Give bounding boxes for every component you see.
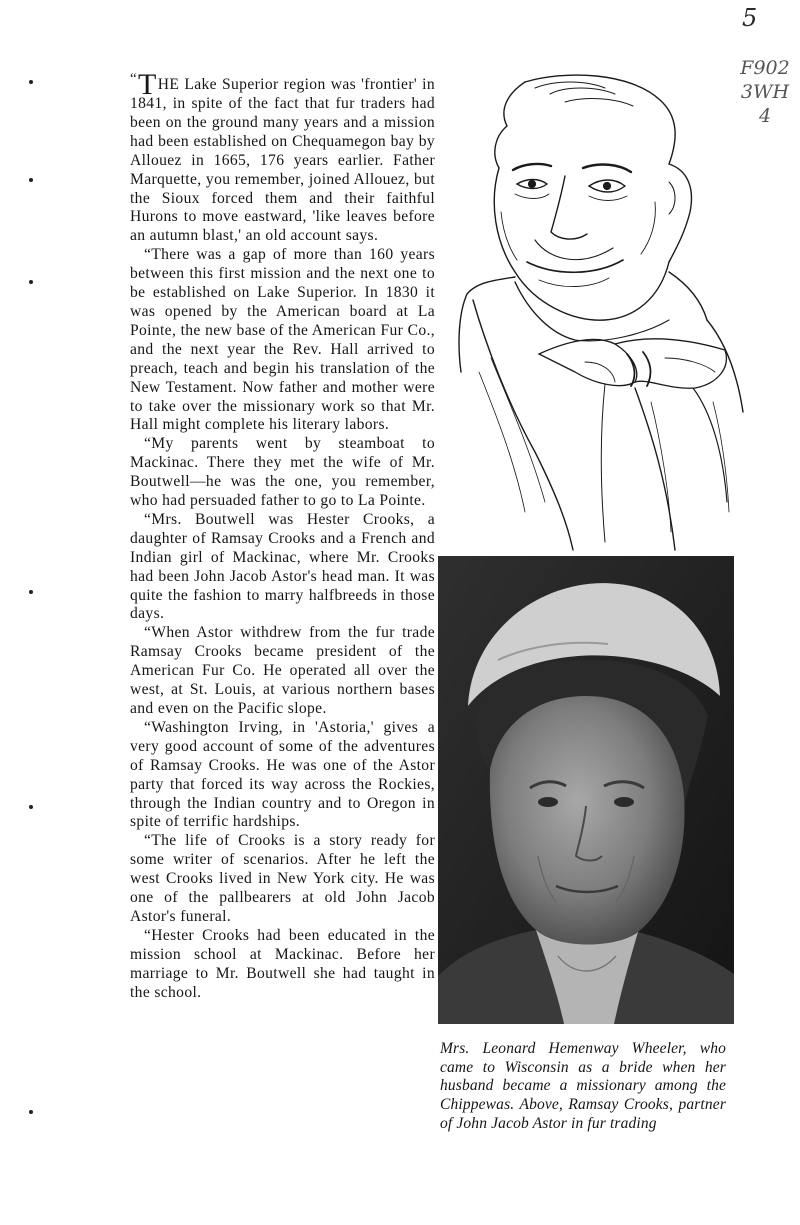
article-paragraph-4: “Mrs. Boutwell was Hester Crooks, a daughter of Ramsay Crooks and a French and Indian girl of Mackinac, where Mr. Crooks had been John Jacob Astor's head man. It was quite the fashion to marry halfbreeds in those days. [130, 510, 435, 623]
margin-dot [29, 280, 33, 284]
margin-dot [29, 590, 33, 594]
catalog-mark-line-2: 3WH [740, 81, 790, 103]
article-paragraph-7: “The life of Crooks is a story ready for some writer of scenarios. After he left the west Crooks lived in New York city. He was one of the pallbearers at old John Jacob Astor's funeral. [130, 832, 435, 925]
article-paragraph-6: “Washington Irving, in 'Astoria,' gives a very good account of some of the adventures of Ramsay Crooks. He was one of the Astor party that forced its way across the Rockies, through the Indian country and to Oregon in spite of terrific hardships. [130, 718, 435, 831]
article-body [130, 70, 435, 1003]
paragraph-text: HE Lake Superior region was 'frontier' in 1841, in spite of the fact that fur traders had been on the ground many years and a mission had been established on Chequamegon bay by Allouez in 1665, 176 years earlier. Father Marquette, you remember, joined Allouez, but the Sioux forced them and their faithful Hurons to move eastward, 'like leaves before an autumn blast,' an old account says. [130, 76, 435, 245]
margin-dot [29, 178, 33, 182]
margin-dot [29, 805, 33, 809]
article-paragraph-2: “There was a gap of more than 160 years between this first mission and the next one to be established on Lake Superior. In 1830 it was opened by the American board at La Pointe, the new base of the American Fur Co., and the next year the Rev. Hall arrived to preach, teach and begin his translation of the New Testament. Now father and mother were to take over the missionary work so that Mr. Hall might complete his literary labors. [130, 246, 435, 434]
drop-cap: T [138, 68, 157, 101]
margin-dot [29, 80, 33, 84]
article-paragraph-3: “My parents went by steamboat to Mackinac. There they met the wife of Mr. Boutwell—he was the one, you remember, who had persuaded father to go to La Pointe. [130, 435, 435, 510]
catalog-mark-line-3: 4 [758, 105, 772, 127]
catalog-mark-line-1: F902 [740, 57, 790, 79]
article-paragraph-1 [130, 70, 435, 246]
open-quote: “ [130, 71, 138, 87]
article-paragraph-8: “Hester Crooks had been educated in the mission school at Mackinac. Before her marriage to Mr. Boutwell she had taught in the school. [130, 926, 435, 1001]
ramsay-crooks-drawing [455, 72, 745, 552]
margin-dot [29, 1110, 33, 1114]
article-paragraph-5: “When Astor withdrew from the fur trade Ramsay Crooks became president of the American Fur Co. He operated all over the west, at St. Louis, at various northern bases and even on the Pacific slope. [130, 624, 435, 717]
photo-caption: Mrs. Leonard Hemenway Wheeler, who came to Wisconsin as a bride when her husband became a missionary among the Chippewas. Above, Ramsay Crooks, partner of John Jacob Astor in fur trading [440, 1040, 726, 1132]
mrs-wheeler-photo [438, 556, 734, 1024]
page-number: 5 [742, 4, 758, 32]
